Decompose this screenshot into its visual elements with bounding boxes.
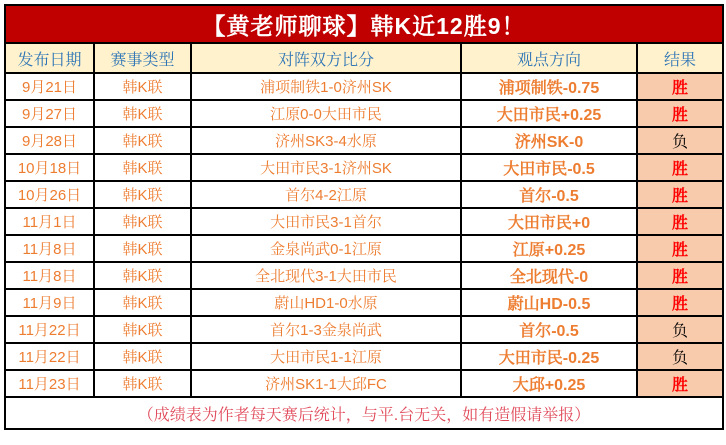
cell-view: 江原+0.25 — [461, 235, 637, 262]
cell-match: 首尔4-2江原 — [191, 181, 461, 208]
cell-result: 胜 — [637, 235, 723, 262]
table-row — [5, 289, 723, 316]
cell-date: 11月23日 — [5, 370, 94, 397]
cell-date: 10月26日 — [5, 181, 94, 208]
cell-match: 济州SK3-4水原 — [191, 127, 461, 154]
table-row — [5, 316, 723, 343]
cell-result: 胜 — [637, 154, 723, 181]
cell-match: 大田市民3-1首尔 — [191, 208, 461, 235]
cell-view: 首尔-0.5 — [461, 316, 637, 343]
cell-view: 大田市民-0.25 — [461, 343, 637, 370]
cell-match: 首尔1-3金泉尚武 — [191, 316, 461, 343]
cell-view: 大邱+0.25 — [461, 370, 637, 397]
cell-result: 胜 — [637, 73, 723, 100]
cell-result: 胜 — [637, 289, 723, 316]
results-table — [4, 4, 724, 430]
column-header-result: 结果 — [637, 43, 723, 73]
cell-league: 韩K联 — [94, 343, 191, 370]
cell-date: 9月27日 — [5, 100, 94, 127]
cell-league: 韩K联 — [94, 127, 191, 154]
cell-match: 全北现代3-1大田市民 — [191, 262, 461, 289]
cell-result: 胜 — [637, 370, 723, 397]
cell-view: 蔚山HD-0.5 — [461, 289, 637, 316]
cell-result: 负 — [637, 316, 723, 343]
cell-match: 大田市民3-1济州SK — [191, 154, 461, 181]
cell-date: 11月8日 — [5, 235, 94, 262]
cell-view: 首尔-0.5 — [461, 181, 637, 208]
cell-date: 11月1日 — [5, 208, 94, 235]
cell-league: 韩K联 — [94, 73, 191, 100]
cell-league: 韩K联 — [94, 154, 191, 181]
cell-view: 大田市民+0 — [461, 208, 637, 235]
cell-date: 11月22日 — [5, 343, 94, 370]
cell-view: 浦项制铁-0.75 — [461, 73, 637, 100]
cell-league: 韩K联 — [94, 208, 191, 235]
cell-match: 济州SK1-1大邱FC — [191, 370, 461, 397]
cell-result: 负 — [637, 127, 723, 154]
cell-result: 胜 — [637, 262, 723, 289]
cell-league: 韩K联 — [94, 235, 191, 262]
cell-result: 胜 — [637, 100, 723, 127]
cell-date: 11月8日 — [5, 262, 94, 289]
cell-league: 韩K联 — [94, 316, 191, 343]
cell-league: 韩K联 — [94, 370, 191, 397]
cell-match: 浦项制铁1-0济州SK — [191, 73, 461, 100]
cell-view: 大田市民+0.25 — [461, 100, 637, 127]
table-row — [5, 100, 723, 127]
table-row — [5, 181, 723, 208]
table-row — [5, 154, 723, 181]
table-row — [5, 370, 723, 397]
cell-date: 11月9日 — [5, 289, 94, 316]
table-row — [5, 73, 723, 100]
cell-match: 金泉尚武0-1江原 — [191, 235, 461, 262]
cell-date: 10月18日 — [5, 154, 94, 181]
cell-view: 大田市民-0.5 — [461, 154, 637, 181]
column-header-league: 赛事类型 — [94, 43, 191, 73]
column-header-date: 发布日期 — [5, 43, 94, 73]
footer-row — [5, 397, 723, 429]
cell-result: 胜 — [637, 181, 723, 208]
cell-match: 江原0-0大田市民 — [191, 100, 461, 127]
cell-match: 大田市民1-1江原 — [191, 343, 461, 370]
column-header-match: 对阵双方比分 — [191, 43, 461, 73]
table-row — [5, 343, 723, 370]
cell-result: 胜 — [637, 208, 723, 235]
cell-view: 全北现代-0 — [461, 262, 637, 289]
table-row — [5, 208, 723, 235]
column-header-view: 观点方向 — [461, 43, 637, 73]
table-header-row — [5, 43, 723, 73]
cell-league: 韩K联 — [94, 100, 191, 127]
cell-result: 负 — [637, 343, 723, 370]
table-row — [5, 235, 723, 262]
cell-league: 韩K联 — [94, 289, 191, 316]
cell-match: 蔚山HD1-0水原 — [191, 289, 461, 316]
title-row — [5, 5, 723, 43]
cell-view: 济州SK-0 — [461, 127, 637, 154]
disclaimer-text: （成绩表为作者每天赛后统计，与平.台无关，如有造假请举报） — [5, 397, 723, 429]
table-row — [5, 127, 723, 154]
cell-date: 9月21日 — [5, 73, 94, 100]
cell-date: 9月28日 — [5, 127, 94, 154]
cell-date: 11月22日 — [5, 316, 94, 343]
cell-league: 韩K联 — [94, 181, 191, 208]
page-title: 【黄老师聊球】韩K近12胜9！ — [5, 5, 723, 43]
cell-league: 韩K联 — [94, 262, 191, 289]
table-row — [5, 262, 723, 289]
